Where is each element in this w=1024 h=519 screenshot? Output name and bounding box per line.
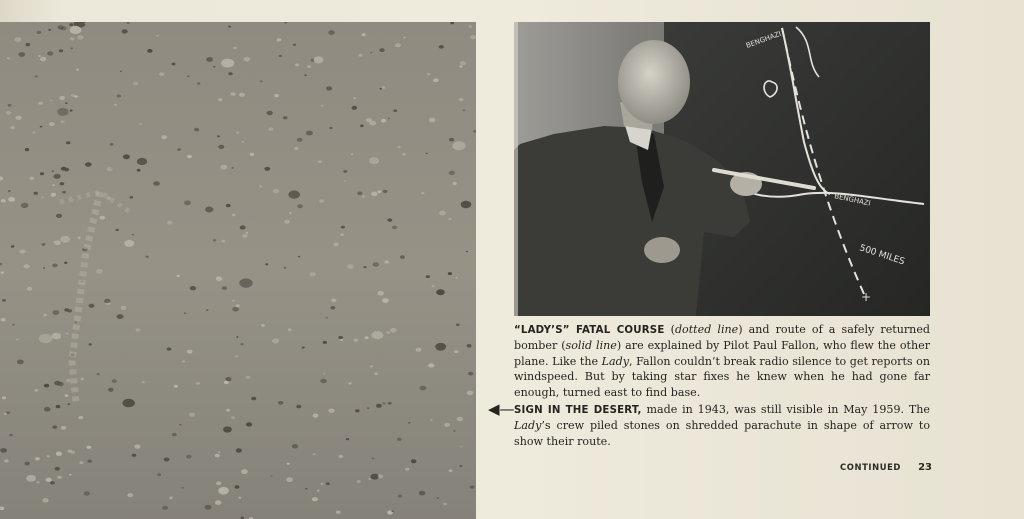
- caption-lead: “LADY’S” FATAL COURSE: [514, 325, 665, 336]
- caption-text: , Fallon couldn’t break radio silence to get reports on windspeed. But by taking star fixes he knew when he had gone far enough, turned east to find base.: [514, 354, 931, 399]
- caption-text: ) and route of a safely returned bomber (: [514, 323, 930, 353]
- caption-fatal-course: [514, 322, 930, 400]
- left-arrow-icon: ◀—: [488, 400, 515, 418]
- chalk-label-top: BENGHAZI: [744, 29, 783, 50]
- caption-lead: SIGN IN THE DESERT,: [514, 405, 642, 416]
- continued-label: CONTINUED: [840, 462, 901, 472]
- caption-emphasis: dotted line: [674, 323, 739, 336]
- caption-text: ’s crew piled stones on shredded parachute in shape of arrow to show their route.: [514, 419, 930, 448]
- desert-arrow-photo: [0, 22, 476, 519]
- caption-emphasis: solid line: [565, 339, 617, 353]
- chalk-label-mid: BENGHAZI: [833, 192, 872, 208]
- chalk-label-distance: 500 MILES: [858, 243, 906, 268]
- page-number: 23: [918, 462, 932, 473]
- pilot-chalkboard-photo: [514, 22, 930, 316]
- caption-emphasis: Lady: [514, 419, 542, 433]
- page-footer: [820, 462, 932, 473]
- caption-sign-in-desert: [514, 402, 930, 449]
- caption-text: made in 1943, was still visible in May 1959. The: [641, 403, 930, 416]
- caption-emphasis: Lady: [601, 354, 629, 368]
- svg-text:+: +: [861, 290, 872, 304]
- pilot-head: [618, 40, 690, 124]
- caption-text: (: [664, 323, 675, 336]
- caption-text: ) are explained by Pilot Paul Fallon, who flew the other plane. Like the: [514, 339, 931, 368]
